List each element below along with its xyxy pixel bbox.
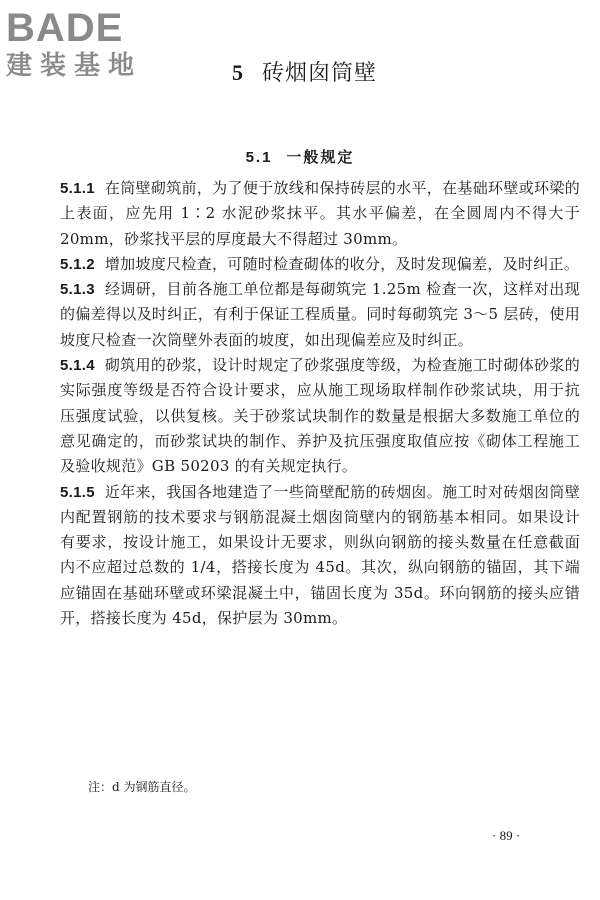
clause-paragraph bbox=[60, 480, 580, 632]
clause-number: 5.1.4 bbox=[60, 357, 95, 375]
clause-text: 在筒壁砌筑前，为了便于放线和保持砖层的水平，在基础环壁或环梁的上表面，应先用 1∶2 水泥砂浆抹平。其水平偏差，在全圆周内不得大于 20mm，砂浆找平层的厚度最大不得超过 30mm。 bbox=[60, 179, 580, 248]
clause-text: 经调研，目前各施工单位都是每砌筑完 1.25m 检查一次，这样对出现的偏差得以及时纠正，有利于保证工程质量。同时每砌筑完 3～5 层砖，使用坡度尺检查一次筒壁外表面的坡度，如出现偏差应及时纠正。 bbox=[60, 280, 580, 349]
document-body bbox=[60, 176, 580, 631]
section-number: 5.1 bbox=[245, 149, 273, 166]
clause-number: 5.1.1 bbox=[60, 180, 95, 197]
clause-paragraph bbox=[60, 353, 580, 479]
clause-number: 5.1.3 bbox=[60, 281, 95, 299]
clause-paragraph bbox=[60, 277, 580, 353]
chapter-title: 砖烟囱筒壁 bbox=[262, 61, 378, 86]
logo-wordmark: BADE bbox=[6, 6, 124, 50]
page-number: · 89 · bbox=[492, 828, 521, 843]
clause-paragraph bbox=[60, 252, 580, 277]
clause-text: 砌筑用的砂浆，设计时规定了砂浆强度等级，为检查施工时砌体砂浆的实际强度等级是否符合设计要求，应从施工现场取样制作砂浆试块，用于抗压强度试验，以供复核。关于砂浆试块制作的数量是根据大多数施工单位的意见确定的，而砂浆试块的制作、养护及抗压强度取值应按《砌体工程施工及验收规范》GB 50203 的有关规定执行。 bbox=[60, 356, 580, 476]
chapter-heading bbox=[232, 56, 377, 87]
clause-text: 增加坡度尺检查，可随时检查砌体的收分，及时发现偏差，及时纠正。 bbox=[104, 254, 580, 273]
chapter-number: 5 bbox=[232, 60, 244, 85]
footnote: 注：d 为钢筋直径。 bbox=[88, 780, 196, 794]
clause-number: 5.1.5 bbox=[60, 483, 95, 501]
logo-subtitle: 建装基地 bbox=[6, 51, 143, 81]
section-title: 一般规定 bbox=[286, 148, 355, 166]
section-heading bbox=[0, 146, 600, 167]
clause-paragraph bbox=[60, 176, 580, 252]
clause-text: 近年来，我国各地建造了一些筒壁配筋的砖烟囱。施工时对砖烟囱筒壁内配置钢筋的技术要求与钢筋混凝土烟囱筒壁内的钢筋基本相同。如果设计有要求，按设计施工，如果设计无要求，则纵向钢筋的接头数量在任意截面内不应超过总数的 1/4，搭接长度为 45d。其次，纵向钢筋的锚固，其下端应锚固在基础环壁或环梁混凝土中，锚固长度为 35d。环向钢筋的接头应错开，搭接长度为 45d，保护层为 30mm。 bbox=[60, 482, 580, 628]
logo bbox=[6, 6, 176, 82]
clause-number: 5.1.2 bbox=[60, 255, 95, 273]
